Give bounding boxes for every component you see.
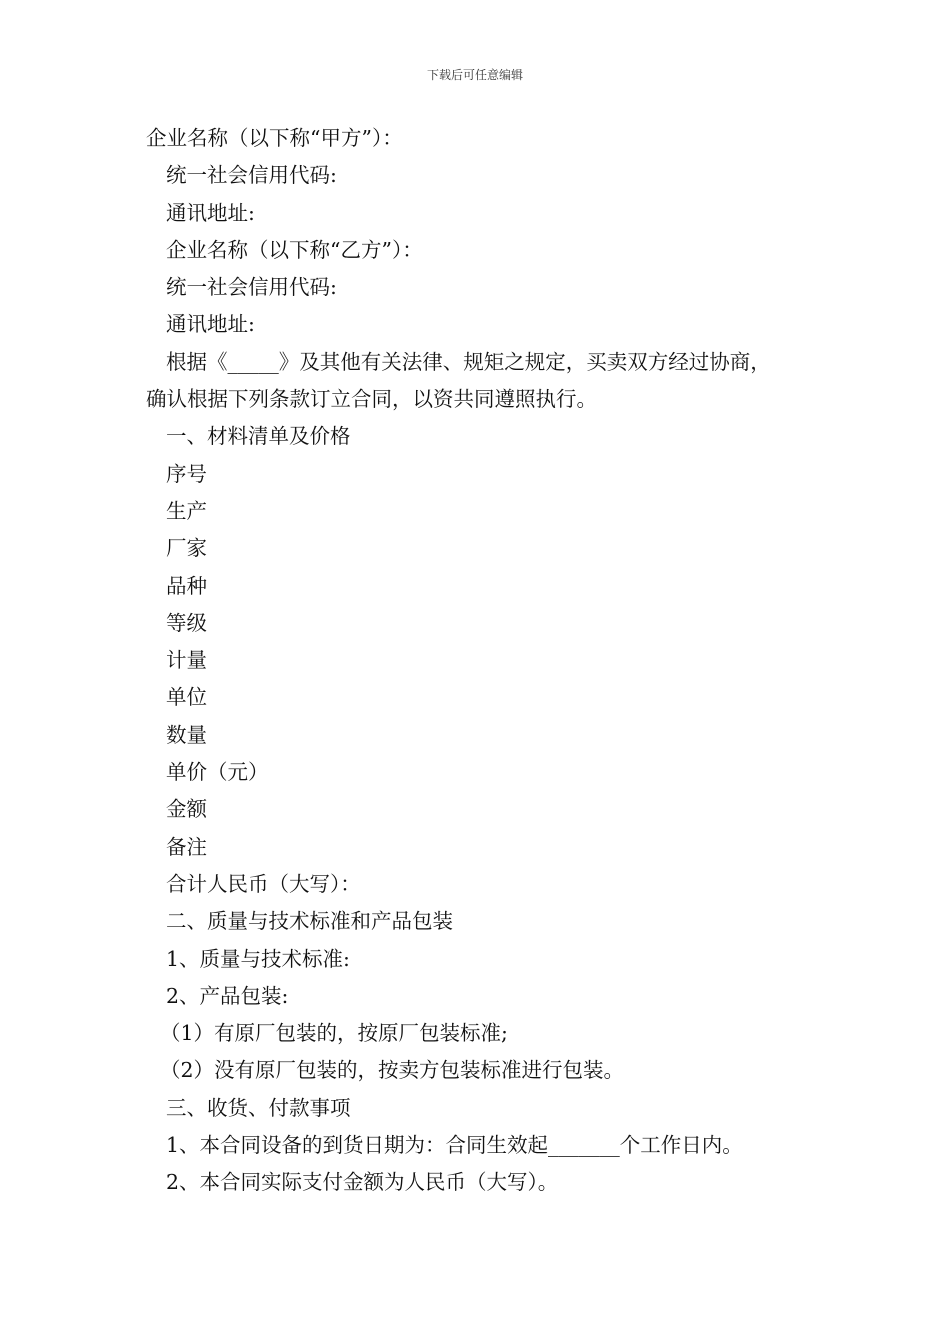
preamble-line-1: 根据《_____》及其他有关法律、规矩之规定，买卖双方经过协商， [166, 349, 771, 374]
column-header-item: 单价（元） [166, 760, 269, 785]
column-header-item: 备注 [166, 834, 207, 859]
clause-packaging: 2、产品包装: [166, 983, 289, 1008]
clause-quality-standard: 1、质量与技术标准: [166, 946, 350, 971]
preamble-line-2: 确认根据下列条款订立合同，以资共同遵照执行。 [146, 387, 597, 412]
column-header-item: 生产 [166, 498, 207, 523]
page-header: 下载后可任意编辑 [426, 68, 523, 82]
column-header-item: 单位 [166, 685, 207, 710]
clause-delivery-date: 1、本合同设备的到货日期为：合同生效起_______个工作日内。 [166, 1133, 743, 1158]
section-3-heading: 三、收货、付款事项 [166, 1095, 351, 1120]
section-2-heading: 二、质量与技术标准和产品包装 [166, 909, 453, 934]
clause-payment-amount: 2、本合同实际支付金额为人民币（大写）。 [166, 1170, 559, 1195]
party-a-name: 企业名称（以下称“甲方”）： [146, 126, 403, 150]
party-a-credit-code: 统一社会信用代码: [166, 163, 337, 188]
party-b-address: 通讯地址: [166, 312, 255, 337]
column-header-item: 序号 [166, 461, 207, 486]
column-header-item: 品种 [166, 573, 207, 598]
party-b-credit-code: 统一社会信用代码: [166, 275, 337, 300]
column-header-item: 等级 [166, 610, 207, 635]
section-1-heading: 一、材料清单及价格 [166, 424, 351, 449]
party-b-name: 企业名称（以下称“乙方”）： [166, 237, 423, 262]
column-header-item: 数量 [166, 722, 207, 747]
total-amount-line: 合计人民币（大写）： [166, 871, 361, 896]
column-header-item: 计量 [166, 648, 207, 673]
document-body [146, 120, 826, 1202]
column-header-item: 金额 [166, 797, 207, 822]
party-a-address: 通讯地址: [166, 200, 255, 225]
clause-packaging-sub-1: （1）有原厂包装的，按原厂包装标准; [160, 1021, 508, 1046]
clause-packaging-sub-2: （2）没有原厂包装的，按卖方包装标准进行包装。 [160, 1058, 625, 1083]
column-header-item: 厂家 [166, 536, 207, 561]
